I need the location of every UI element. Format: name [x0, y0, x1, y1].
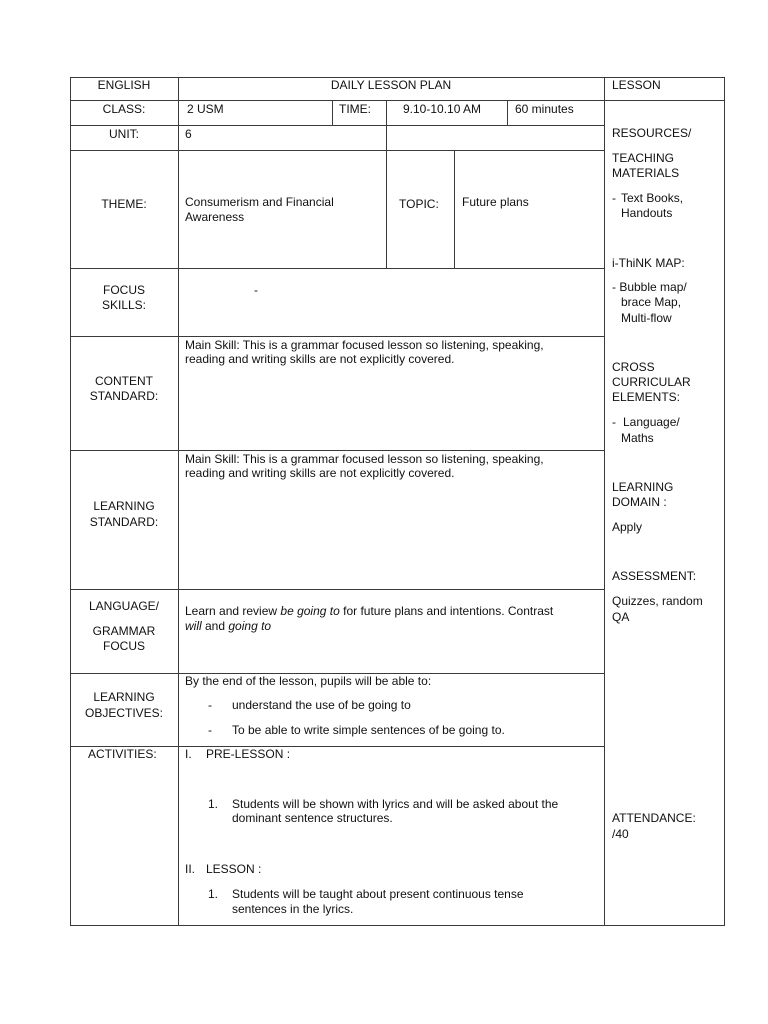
cross-dash: -: [612, 415, 616, 429]
class-value: 2 USM: [187, 102, 224, 116]
content-text-line1: Main Skill: This is a grammar focused lesson so listening, speaking,: [185, 338, 544, 352]
assessment-line1: Quizzes, random: [612, 594, 703, 608]
materials-line1: Text Books,: [621, 191, 684, 205]
assessment-line2: QA: [612, 610, 630, 624]
assessment-heading: ASSESSMENT:: [612, 569, 697, 583]
row-line-learning: [70, 589, 605, 590]
time-label: TIME:: [339, 102, 371, 116]
learning-label-line1: LEARNING: [93, 499, 155, 513]
lesson-item-number: 1.: [208, 887, 219, 901]
document-title: DAILY LESSON PLAN: [330, 78, 452, 92]
theme-value-line2: Awareness: [185, 210, 245, 224]
language-label-line2: GRAMMAR: [92, 624, 156, 638]
cross-item-1: Language/: [623, 415, 680, 429]
learning-text-line2: reading and writing skills are not explicitly covered.: [185, 466, 455, 480]
topic-label: TOPIC:: [399, 197, 439, 211]
ithink-heading: i-ThiNK MAP:: [612, 256, 685, 270]
row-line-focus: [70, 336, 605, 337]
pre-item-number: 1.: [208, 797, 219, 811]
language-text-italic-1: be going to: [280, 604, 340, 618]
theme-label: THEME:: [101, 197, 147, 211]
language-text-plain-3: and: [201, 619, 229, 633]
label-column-divider: [178, 77, 179, 926]
attendance-heading: ATTENDANCE:: [612, 811, 696, 825]
objective-bullet-1: -: [208, 698, 212, 712]
domain-value: Apply: [612, 520, 643, 534]
lesson-title: LESSON :: [206, 862, 262, 876]
language-label-line1: LANGUAGE/: [88, 599, 160, 613]
ithink-line3: Multi-flow: [621, 311, 672, 325]
content-label-line2: STANDARD:: [89, 389, 159, 403]
table-border-bottom: [70, 925, 725, 926]
duration-value: 60 minutes: [515, 102, 574, 116]
sidebar-divider: [604, 77, 605, 926]
domain-heading-line1: LEARNING: [612, 480, 674, 494]
pre-item-line2: dominant sentence structures.: [232, 811, 393, 825]
objective-item-2: To be able to write simple sentences of be going to.: [232, 723, 505, 737]
theme-value-line1: Consumerism and Financial: [185, 195, 334, 209]
unit-value: 6: [185, 127, 192, 141]
duration-divider: [507, 100, 508, 126]
pre-item-line1: Students will be shown with lyrics and will be asked about the: [232, 797, 559, 811]
objectives-label-line1: LEARNING: [93, 690, 155, 704]
focus-value: -: [254, 283, 258, 297]
cross-heading-line1: CROSS: [612, 360, 655, 374]
row-line-unit: [70, 150, 605, 151]
lesson-item-line2: sentences in the lyrics.: [232, 902, 354, 916]
content-text-line2: reading and writing skills are not explicitly covered.: [185, 352, 455, 366]
cross-item-2: Maths: [621, 431, 654, 445]
pre-lesson-numeral: I.: [185, 747, 192, 761]
time-value: 9.10-10.10 AM: [403, 102, 482, 116]
lesson-numeral: II.: [185, 862, 196, 876]
subject-label: ENGLISH: [97, 78, 151, 92]
activities-label: ACTIVITIES:: [88, 747, 157, 761]
language-text-line2: [185, 619, 271, 634]
topic-divider: [454, 150, 455, 268]
class-label: CLASS:: [102, 102, 146, 116]
language-text-plain-1: Learn and review: [185, 604, 281, 618]
topic-value: Future plans: [462, 195, 529, 209]
resources-heading: RESOURCES/: [612, 126, 692, 140]
objectives-intro: By the end of the lesson, pupils will be able to:: [185, 674, 432, 688]
teaching-heading-line1: TEACHING: [612, 151, 675, 165]
focus-label-line2: SKILLS:: [101, 298, 147, 312]
ithink-line2: brace Map,: [621, 295, 682, 309]
table-border-right: [724, 77, 725, 926]
pre-lesson-title: PRE-LESSON :: [206, 747, 291, 761]
row-line-theme: [70, 268, 605, 269]
focus-label-line1: FOCUS: [103, 283, 145, 297]
attendance-value: /40: [612, 827, 629, 841]
row-line-class: [70, 125, 605, 126]
language-text-italic-2: will: [185, 619, 202, 633]
objective-item-1: understand the use of be going to: [232, 698, 411, 712]
language-text-line1: [185, 604, 553, 619]
objectives-label-line2: OBJECTIVES:: [84, 706, 164, 720]
cross-heading-line3: ELEMENTS:: [612, 390, 681, 404]
language-text-plain-2: for future plans and intentions. Contrast: [339, 604, 554, 618]
domain-heading-line2: DOMAIN :: [612, 495, 667, 509]
lesson-item-line1: Students will be taught about present continuous tense: [232, 887, 524, 901]
language-text-italic-3: going to: [228, 619, 272, 633]
ithink-line1: - Bubble map/: [612, 280, 687, 294]
class-time-divider: [332, 100, 333, 126]
language-label-line3: FOCUS: [103, 639, 145, 653]
objective-bullet-2: -: [208, 723, 212, 737]
lesson-label: LESSON: [612, 78, 661, 92]
cross-heading-line2: CURRICULAR: [612, 375, 691, 389]
materials-line2: Handouts: [621, 206, 673, 220]
learning-label-line2: STANDARD:: [89, 515, 159, 529]
unit-label: UNIT:: [109, 127, 139, 141]
row-line-header: [70, 100, 725, 101]
row-line-content: [70, 450, 605, 451]
learning-text-line1: Main Skill: This is a grammar focused lesson so listening, speaking,: [185, 452, 544, 466]
content-label-line1: CONTENT: [95, 374, 153, 388]
materials-dash: -: [612, 191, 616, 205]
time-value-divider: [386, 100, 387, 268]
teaching-heading-line2: MATERIALS: [612, 166, 680, 180]
